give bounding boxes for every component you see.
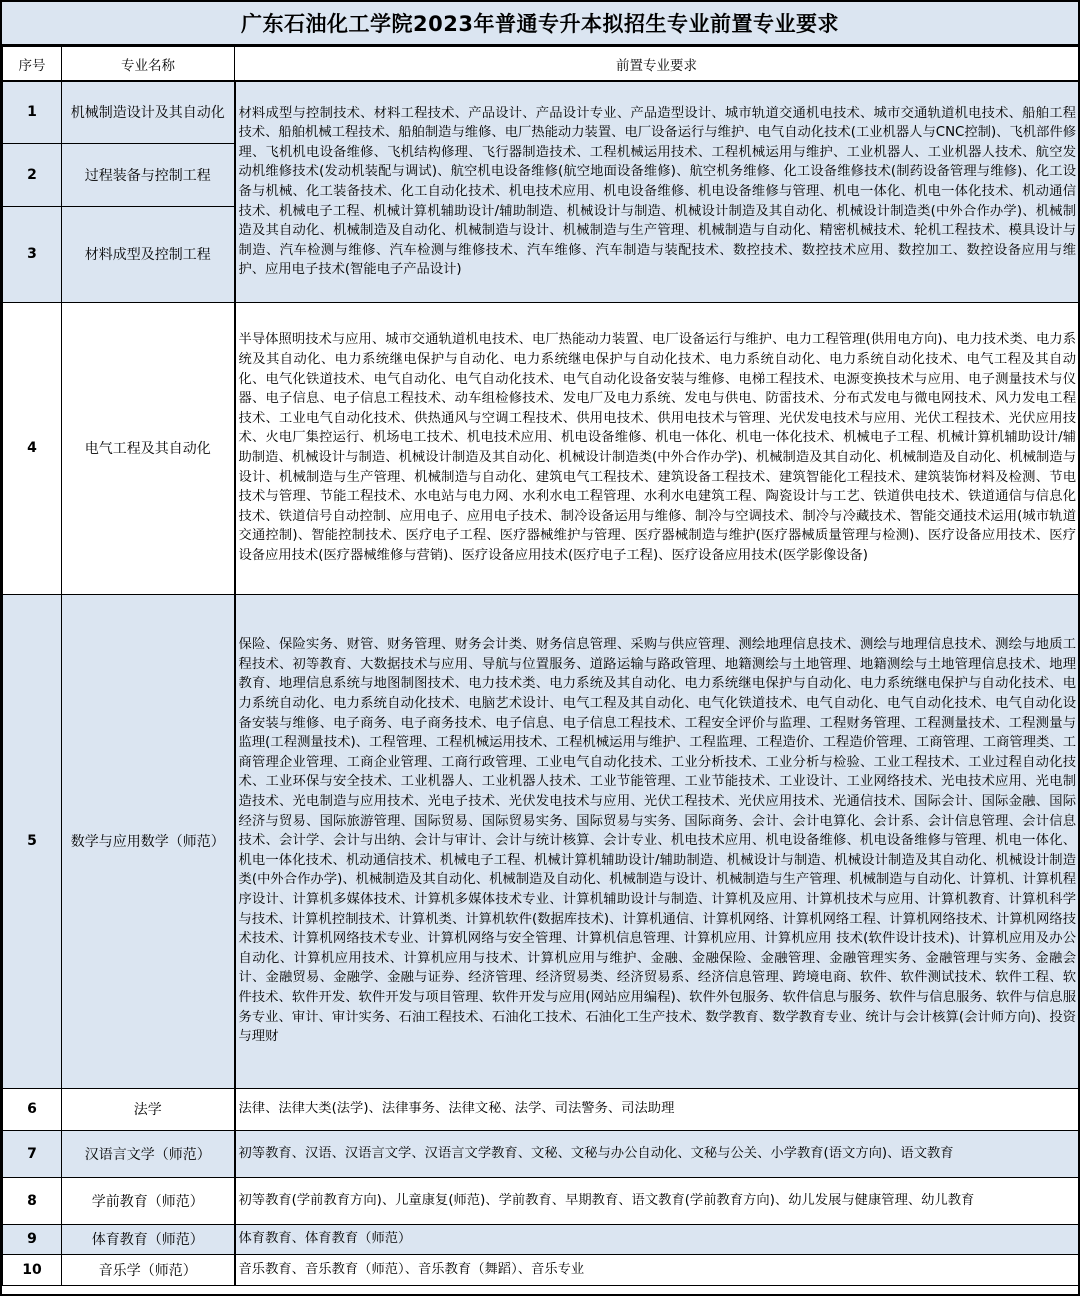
row-major: 汉语言文学（师范） bbox=[62, 1130, 235, 1177]
header-index: 序号 bbox=[3, 47, 62, 82]
row-requirements: 法律、法律大类(法学)、法律事务、法律文秘、法学、司法警务、司法助理 bbox=[235, 1088, 1079, 1130]
row-requirements: 材料成型与控制技术、材料工程技术、产品设计、产品设计专业、产品造型设计、城市轨道交通机电技术、城市交通轨道机电技术、船舶工程技术、船舶机械工程技术、船舶制造与维修、电厂热能动力装置、电厂设备运行与维护、电气自动化技术(工业机器人与CNC控制)、飞机部件修理、飞机机电设备维修、飞机结构修理、飞行器制造技术、工程机械运用技术、工程机械运用与维护、工业机器人、工业机器人技术、航空发动机维修技术(发动机装配与调试)、航空机电设备维修(航空地面设备维修)、航空机务维修、化工设备维修技术(制药设备管理与维修)、化工设备与机械、化工装备技术、化工自动化技术、机电技术应用、机电设备维修、机电设备维修与管理、机电一体化、机电一体化技术、机动通信技术、机械电子工程、机械计算机辅助设计/辅助制造、机械设计与制造、机械设计制造及其自动化、机械设计制造类(中外合作办学)、机械制造及其自动化、机械制造及自动化、机械制造与设计、机械制造与生产管理、机械制造与自动化、精密机械技术、轮机工程技术、模具设计与制造、汽车检测与维修、汽车检测与维修技术、汽车维修、汽车制造与装配技术、数控技术、数控技术应用、数控加工、数控设备应用与维护、应用电子技术(智能电子产品设计) bbox=[235, 81, 1079, 302]
row-major: 体育教育（师范） bbox=[62, 1224, 235, 1254]
row-major: 数学与应用数学（师范） bbox=[62, 594, 235, 1088]
row-index: 2 bbox=[3, 143, 62, 206]
table-header-row bbox=[3, 47, 1079, 82]
row-requirements: 初等教育(学前教育方向)、儿童康复(师范)、学前教育、早期教育、语文教育(学前教育方向)、幼儿发展与健康管理、幼儿教育 bbox=[235, 1177, 1079, 1224]
row-index: 1 bbox=[3, 81, 62, 143]
row-index: 9 bbox=[3, 1224, 62, 1254]
table-row bbox=[3, 1224, 1079, 1254]
row-requirements: 保险、保险实务、财管、财务管理、财务会计类、财务信息管理、采购与供应管理、测绘地理信息技术、测绘与地理信息技术、测绘与地质工程技术、初等教育、大数据技术与应用、导航与位置服务、道路运输与路政管理、地籍测绘与土地管理、地籍测绘与土地管理信息技术、地理教育、地理信息系统与地图制图技术、电力技术类、电力系统及其自动化、电力系统继电保护与自动化、电力系统继电保护与自动化技术、电力系统自动化、电力系统自动化技术、电脑艺术设计、电气工程及其自动化、电气化铁道技术、电气自动化、电气自动化技术、电气自动化设备安装与维修、电子商务、电子商务技术、电子信息、电子信息工程技术、工程安全评价与监理、工程财务管理、工程测量技术、工程测量与监理(工程测量技术)、工程管理、工程机械运用技术、工程机械运用与维护、工程监理、工程造价、工程造价管理、工商管理、工商管理类、工商管理企业管理、工商企业管理、工商行政管理、工业电气自动化技术、工业分析技术、工业分析与检验、工业工程技术、工业过程自动化技术、工业环保与安全技术、工业机器人、工业机器人技术、工业节能管理、工业节能技术、工业设计、工业网络技术、光电技术应用、光电制造技术、光电制造与应用技术、光电子技术、光伏发电技术与应用、光伏工程技术、光伏应用技术、光通信技术、国际会计、国际金融、国际经济与贸易、国际旅游管理、国际贸易、国际贸易实务、国际贸易与实务、国际商务、会计、会计电算化、会计系、会计信息管理、会计信息技术、会计学、会计与出纳、会计与审计、会计与统计核算、会计专业、机电技术应用、机电设备维修、机电设备维修与管理、机电一体化、机电一体化技术、机动通信技术、机械电子工程、机械计算机辅助设计/辅助制造、机械设计与制造、机械设计制造及其自动化、机械设计制造类(中外合作办学)、机械制造及其自动化、机械制造及自动化、机械制造与设计、机械制造与生产管理、机械制造与自动化、计算机、计算机程序设计、计算机多媒体技术、计算机多媒体技术专业、计算机辅助设计与制造、计算机及应用、计算机技术与应用、计算机教育、计算机科学与技术、计算机控制技术、计算机类、计算机软件(数据库技术)、计算机通信、计算机网络、计算机网络工程、计算机网络技术、计算机网络技术技术、计算机网络技术专业、计算机网络与安全管理、计算机信息管理、计算机应用、计算机应用 技术(软件设计技术)、计算机应用及办公自动化、计算机应用技术、计算机应用与技术、计算机应用与维护、金融、金融保险、金融管理、金融管理实务、金融管理与实务、金融会计、金融贸易、金融学、金融与证券、经济管理、经济贸易类、经济贸易系、经济信息管理、跨境电商、软件、软件测试技术、软件工程、软件技术、软件开发、软件开发与项目管理、软件开发与应用(网站应用编程)、软件外包服务、软件信息与服务、软件与信息服务、软件与信息服务专业、审计、审计实务、石油工程技术、石油化工技术、石油化工生产技术、数学教育、数学教育专业、统计与会计核算(会计师方向)、投资与理财 bbox=[235, 594, 1079, 1088]
row-requirements: 半导体照明技术与应用、城市交通轨道机电技术、电厂热能动力装置、电厂设备运行与维护、电力工程管理(供用电方向)、电力技术类、电力系统及其自动化、电力系统继电保护与自动化、电力系统继电保护与自动化技术、电力系统自动化、电力系统自动化技术、电气工程及其自动化、电气化铁道技术、电气自动化、电气自动化技术、电气自动化设备安装与维修、电梯工程技术、电源变换技术与应用、电子测量技术与仪器、电子信息、电子信息工程技术、动车组检修技术、发电厂及电力系统、发电与供电、防雷技术、分布式发电与微电网技术、风力发电工程技术、工业电气自动化技术、供热通风与空调工程技术、供用电技术、供用电技术与管理、光伏发电技术与应用、光伏工程技术、光伏应用技术、火电厂集控运行、机场电工技术、机电技术应用、机电设备维修、机电一体化、机电一体化技术、机械电子工程、机械计算机辅助设计/辅助制造、机械设计与制造、机械设计制造及其自动化、机械设计制造类(中外合作办学)、机械制造及其自动化、机械制造及自动化、机械制造与设计、机械制造与生产管理、机械制造与自动化、建筑电气工程技术、建筑设备工程技术、建筑智能化工程技术、建筑装饰材料及检测、节电技术与管理、节能工程技术、水电站与电力网、水利水电工程管理、水利水电建筑工程、陶瓷设计与工艺、铁道供电技术、铁道通信与信息化技术、铁道信号自动控制、应用电子、应用电子技术、制冷设备运用与维修、制冷与空调技术、制冷与冷藏技术、智能交通技术运用(城市轨道交通控制)、智能控制技术、医疗电子工程、医疗器械维护与管理、医疗器械制造与维护(医疗器械质量管理与检测)、医疗设备应用技术、医疗设备应用技术(医疗器械维修与营销)、医疗设备应用技术(医疗电子工程)、医疗设备应用技术(医学影像设备) bbox=[235, 302, 1079, 594]
row-index: 6 bbox=[3, 1088, 62, 1130]
page-title: 广东石油化工学院2023年普通专升本拟招生专业前置专业要求 bbox=[2, 2, 1078, 46]
row-requirements: 初等教育、汉语、汉语言文学、汉语言文学教育、文秘、文秘与办公自动化、文秘与公关、小学教育(语文方向)、语文教育 bbox=[235, 1130, 1079, 1177]
row-requirements: 音乐教育、音乐教育（师范）、音乐教育（舞蹈）、音乐专业 bbox=[235, 1254, 1079, 1285]
row-index: 10 bbox=[3, 1254, 62, 1285]
row-major: 过程装备与控制工程 bbox=[62, 143, 235, 206]
row-major: 材料成型及控制工程 bbox=[62, 206, 235, 302]
row-major: 电气工程及其自动化 bbox=[62, 302, 235, 594]
header-requirements: 前置专业要求 bbox=[235, 47, 1079, 82]
table-row bbox=[3, 1088, 1079, 1130]
requirements-table bbox=[2, 46, 1079, 1286]
row-index: 3 bbox=[3, 206, 62, 302]
table-row bbox=[3, 1177, 1079, 1224]
row-index: 8 bbox=[3, 1177, 62, 1224]
row-requirements: 体育教育、体育教育（师范） bbox=[235, 1224, 1079, 1254]
table-row bbox=[3, 594, 1079, 1088]
table-row bbox=[3, 1130, 1079, 1177]
table-row bbox=[3, 81, 1079, 143]
row-major: 法学 bbox=[62, 1088, 235, 1130]
table-row bbox=[3, 302, 1079, 594]
row-index: 7 bbox=[3, 1130, 62, 1177]
header-major: 专业名称 bbox=[62, 47, 235, 82]
row-major: 学前教育（师范） bbox=[62, 1177, 235, 1224]
table-row bbox=[3, 1254, 1079, 1285]
row-major: 音乐学（师范） bbox=[62, 1254, 235, 1285]
row-index: 4 bbox=[3, 302, 62, 594]
row-index: 5 bbox=[3, 594, 62, 1088]
row-major: 机械制造设计及其自动化 bbox=[62, 81, 235, 143]
